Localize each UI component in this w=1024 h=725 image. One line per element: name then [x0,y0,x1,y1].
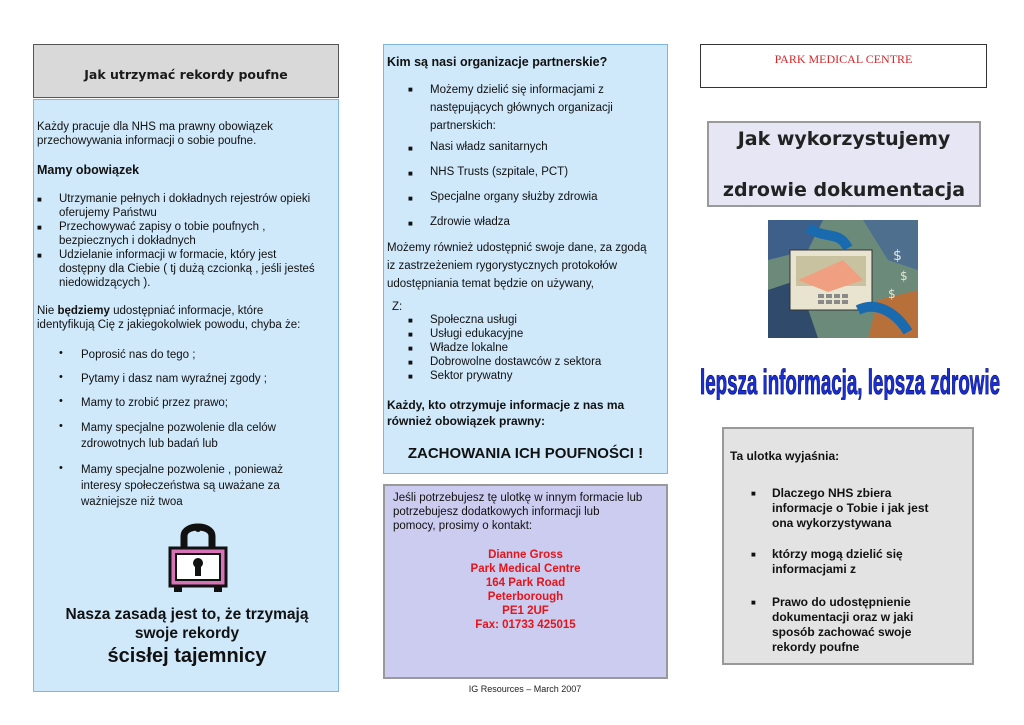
list-item: następujących głównych organizacji [430,102,613,114]
footer-line: ścisłej tajemnicy [107,645,267,667]
partners-heading: Kim są nasi organizacje partnerskie? [387,55,608,69]
list-item: Udzielanie informacji w formacie, który jest [59,249,277,261]
duty-heading: Mamy obowiązek [37,163,140,177]
panel-title-box [33,44,339,98]
contact-intro: pomocy, prosimy o kontakt: [393,520,533,532]
list-item: informacje o Tobie i jak jest [772,501,929,515]
footer-line: Nasza zasadą jest to, że trzymają [65,606,309,623]
contact-intro: potrzebujesz dodatkowych informacji lub [393,506,600,518]
list-item: Mamy specjalne pozwolenie , ponieważ [81,464,283,476]
clinic-name: PARK MEDICAL CENTRE [774,52,913,66]
leaflet-summary-panel [722,427,974,665]
list-item: Przechowywać zapisy o tobie poufnych , [59,221,266,233]
leaflet-title-box [707,121,981,207]
obligation-line: Każdy, kto otrzymuje informacje z nas ma [387,398,625,412]
svg-text:$: $ [893,248,902,264]
list-item: Poprosić nas do tego ; [81,349,196,361]
list-item: niedowidzących ). [59,277,151,289]
list-item: Specjalne organy służby zdrowia [430,191,598,203]
wordart-slogan [700,350,1000,400]
contact-city: Peterborough [487,591,564,603]
list-item: informacjami z [772,562,857,576]
list-item: dokumentacji oraz w jaki [772,610,914,624]
consent-line: Możemy również udostępnić swoje dane, za zgodą [387,242,647,254]
bullet-square: ■ [408,330,413,339]
bullet-square: ■ [408,316,413,325]
list-item: Mamy specjalne pozwolenie dla celów [81,422,276,434]
intro-line: przechowywania informacji o sobie poufne. [37,135,257,147]
list-item: Władze lokalne [430,342,508,354]
clinic-name-box [700,44,987,88]
confidentiality-panel [33,99,339,692]
bullet-square: ■ [751,598,756,607]
bullet-dot: • [59,347,63,359]
svg-text:$: $ [900,269,908,283]
share-line: identyfikują Cię z jakiegokolwiek powodu, chyba że: [37,319,301,331]
bullet-square: ■ [37,195,42,204]
consent-line: udostępniania temat będzie on używany, [387,278,594,290]
contact-practice: Park Medical Centre [470,563,581,575]
list-item: Prawo do udostępnienie [772,595,911,609]
footnote: IG Resources – March 2007 [468,684,582,694]
bullet-square: ■ [37,223,42,232]
bullet-square: ■ [408,194,413,203]
intro-line: Każdy pracuje dla NHS ma prawny obowiązek [37,121,273,133]
list-item: rekordy poufne [772,640,860,654]
list-item: bezpiecznych i dokładnych [59,235,196,247]
list-item: oferujemy Państwu [59,207,157,219]
list-item: interesy społeczeństwa są uważane za [81,480,280,492]
list-item: dostępny dla Ciebie ( tj dużą czcionką , jeśli jesteś [59,263,315,275]
bullet-square: ■ [37,251,42,260]
bullet-square: ■ [408,144,413,153]
list-item: ważniejsze niż twoa [81,496,183,508]
list-item: Możemy dzielić się informacjami z [430,84,604,96]
bullet-dot: • [59,420,63,432]
list-item: Zdrowie władza [430,216,510,228]
leaflet-title: zdrowie dokumentacja [722,179,966,201]
bullet-square: ■ [751,550,756,559]
list-item: Dlaczego NHS zbiera [772,486,892,500]
list-item: Usługi edukacyjne [430,328,524,340]
document-illustration [768,220,918,338]
share-line: Nie będziemy udostępniać informacje, które [37,305,264,317]
list-item: Sektor prywatny [430,370,513,382]
contact-intro: Jeśli potrzebujesz tę ulotkę w innym formacie lub [393,492,643,504]
bullet-square: ■ [408,358,413,367]
bullet-dot: • [59,395,63,407]
obligation-line: również obowiązek prawny: [387,414,546,428]
list-item: Społeczna usługi [430,314,517,326]
list-item: sposób zachować swoje [772,625,912,639]
footer-line: swoje rekordy [134,625,240,642]
bullet-square: ■ [408,372,413,381]
contact-postcode: PE1 2UF [502,605,549,617]
z-label: Z: [392,301,403,313]
padlock-icon [164,520,232,592]
list-item: zdrowotnych lub badań lub [81,438,218,450]
partners-panel [383,44,668,474]
list-item: Utrzymanie pełnych i dokładnych rejestrów opieki [59,193,311,205]
list-item: NHS Trusts (szpitale, PCT) [430,166,569,178]
bullet-dot: • [59,371,63,383]
contact-name: Dianne Gross [488,549,563,561]
contact-street: 164 Park Road [485,577,566,589]
confidentiality-slogan: ZACHOWANIA ICH POUFNOŚCI ! [407,445,644,462]
panel-title: Jak utrzymać rekordy poufne [84,67,288,82]
bullet-square: ■ [408,85,413,94]
bullet-square: ■ [408,219,413,228]
list-item: ona wykorzystywana [772,516,892,530]
bullet-square: ■ [408,344,413,353]
consent-line: iz zastrzeżeniem rygorystycznych protokołów [387,260,618,272]
list-item: którzy mogą dzielić się [772,547,903,561]
leaflet-title: Jak wykorzystujemy [737,128,951,150]
bullet-square: ■ [408,169,413,178]
list-item: Pytamy i dasz nam wyraźnej zgody ; [81,373,267,385]
wordart-text: lepsza informacja, lepsza zdrowie [700,363,1000,400]
list-item: Nasi władz sanitarnych [430,141,548,153]
contact-fax: Fax: 01733 425015 [475,619,576,631]
bullet-square: ■ [751,489,756,498]
list-item: Mamy to zrobić przez prawo; [81,397,228,409]
svg-text:$: $ [888,287,896,301]
list-item: partnerskich: [430,120,496,132]
list-item: Dobrowolne dostawców z sektora [430,356,602,368]
contact-panel [383,484,668,679]
bullet-dot: • [59,462,63,474]
summary-heading: Ta ulotka wyjaśnia: [730,449,840,463]
